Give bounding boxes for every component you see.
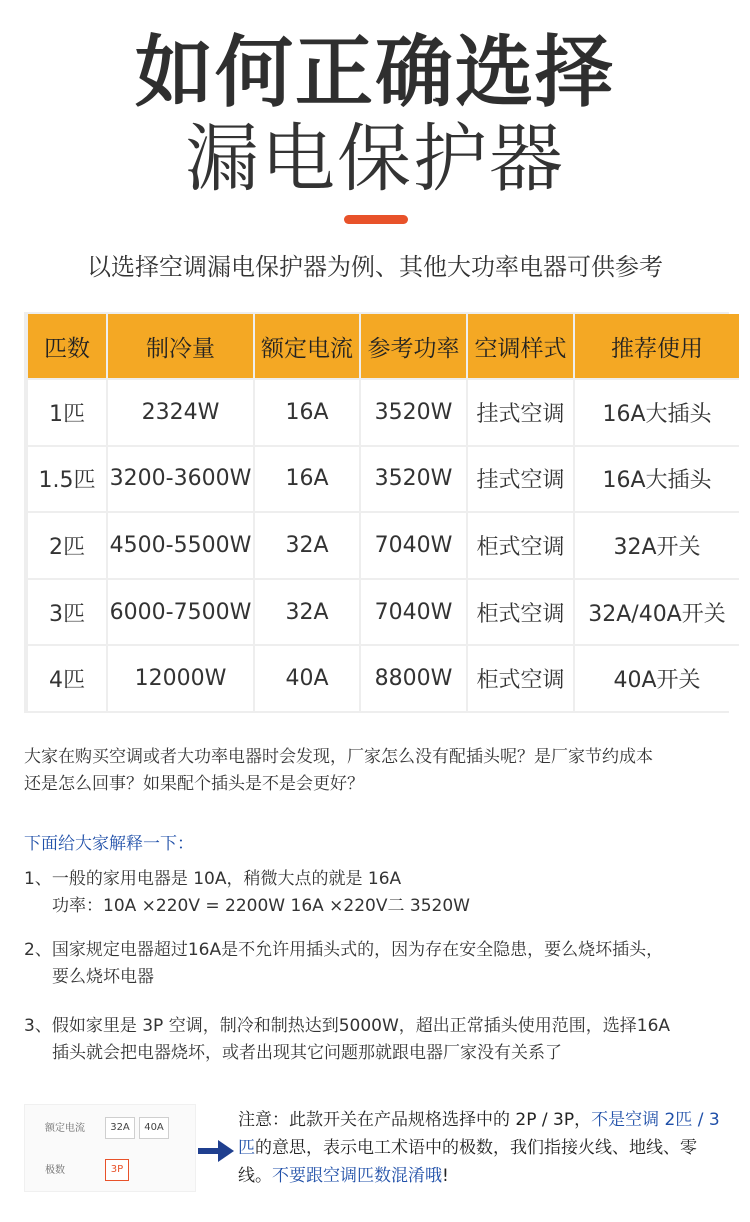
table-cell: 挂式空调 [468, 445, 573, 512]
table-row [28, 578, 739, 645]
page-subtitle-large: 漏电保护器 [185, 116, 565, 202]
current-option-40a[interactable]: 40A [139, 1117, 169, 1139]
explain-point-1 [24, 866, 729, 920]
point-line: 功率：10A ×220V = 2200W 16A ×220V二 3520W [52, 896, 470, 916]
table-row [28, 445, 739, 512]
title-accent-bar [344, 215, 408, 224]
explain-point-3 [24, 1013, 729, 1067]
table-cell: 7040W [361, 511, 466, 578]
poles-option-3p[interactable]: 3P [105, 1159, 129, 1181]
current-option-32a[interactable]: 32A [105, 1117, 135, 1139]
intro-line: 大家在购买空调或者大功率电器时会发现，厂家怎么没有配插头呢？是厂家节约成本 [24, 747, 653, 767]
point-line: 3、假如家里是 3P 空调，制冷和制热达到5000W，超出正常插头使用范围，选择16A [24, 1016, 671, 1036]
header-cell: 制冷量 [108, 314, 253, 378]
note-text: 的意思，表示电工术语中的极数，我们指接火线、地线、零线。 [238, 1138, 697, 1186]
table-cell: 2匹 [28, 511, 106, 578]
table-row [28, 511, 739, 578]
table-cell: 3520W [361, 378, 466, 445]
table-cell: 3匹 [28, 578, 106, 645]
table-cell: 柜式空调 [468, 511, 573, 578]
note-text: 注意：此款开关在产品规格选择中的 2P / 3P， [238, 1110, 592, 1130]
table-row [28, 644, 739, 711]
table-cell: 16A大插头 [575, 445, 739, 512]
header-cell: 匹数 [28, 314, 106, 378]
point-line: 插头就会把电器烧坏，或者出现其它问题那就跟电器厂家没有关系了 [52, 1043, 562, 1063]
table-cell: 3200-3600W [108, 445, 253, 512]
subtitle: 以选择空调漏电保护器为例、其他大功率电器可供参考 [87, 253, 663, 281]
table-cell: 32A/40A开关 [575, 578, 739, 645]
explain-point-2 [24, 937, 729, 991]
table-cell: 32A [255, 578, 359, 645]
note-paragraph [238, 1106, 728, 1190]
point-line: 要么烧坏电器 [52, 967, 154, 987]
table-cell: 1匹 [28, 378, 106, 445]
table-cell: 40A开关 [575, 644, 739, 711]
table-cell: 40A [255, 644, 359, 711]
table-cell: 12000W [108, 644, 253, 711]
right-arrow-icon [198, 1140, 234, 1162]
spec-table [24, 312, 729, 713]
page-title: 如何正确选择 [134, 28, 615, 118]
poles-label: 极数 [45, 1165, 65, 1176]
table-cell: 4匹 [28, 644, 106, 711]
intro-line: 还是怎么回事？如果配个插头是不是会更好？ [24, 774, 364, 794]
table-row [28, 378, 739, 445]
header-cell: 空调样式 [468, 314, 573, 378]
intro-paragraph [24, 744, 729, 798]
table-cell: 柜式空调 [468, 644, 573, 711]
spec-selector-card [24, 1104, 196, 1192]
table-cell: 16A大插头 [575, 378, 739, 445]
table-cell: 4500-5500W [108, 511, 253, 578]
note-highlight: 不要跟空调匹数混淆哦 [272, 1166, 442, 1186]
point-line: 2、国家规定电器超过16A是不允许用插头式的，因为存在安全隐患，要么烧坏插头， [24, 940, 664, 960]
table-cell: 16A [255, 378, 359, 445]
table-cell: 2324W [108, 378, 253, 445]
table-cell: 7040W [361, 578, 466, 645]
header-cell: 推荐使用 [575, 314, 739, 378]
header-cell: 参考功率 [361, 314, 466, 378]
table-cell: 柜式空调 [468, 578, 573, 645]
note-text: ! [442, 1166, 449, 1186]
table-cell: 16A [255, 445, 359, 512]
note-highlight: 不是空调 2匹 / 3 匹 [238, 1110, 720, 1158]
current-label: 额定电流 [45, 1123, 85, 1134]
header-cell: 额定电流 [255, 314, 359, 378]
table-header-row [28, 314, 739, 378]
table-cell: 32A [255, 511, 359, 578]
table-cell: 3520W [361, 445, 466, 512]
table-cell: 8800W [361, 644, 466, 711]
table-cell: 1.5匹 [28, 445, 106, 512]
table-cell: 6000-7500W [108, 578, 253, 645]
explain-heading: 下面给大家解释一下： [24, 834, 194, 854]
table-cell: 32A开关 [575, 511, 739, 578]
point-line: 1、一般的家用电器是 10A，稍微大点的就是 16A [24, 869, 402, 889]
table-cell: 挂式空调 [468, 378, 573, 445]
